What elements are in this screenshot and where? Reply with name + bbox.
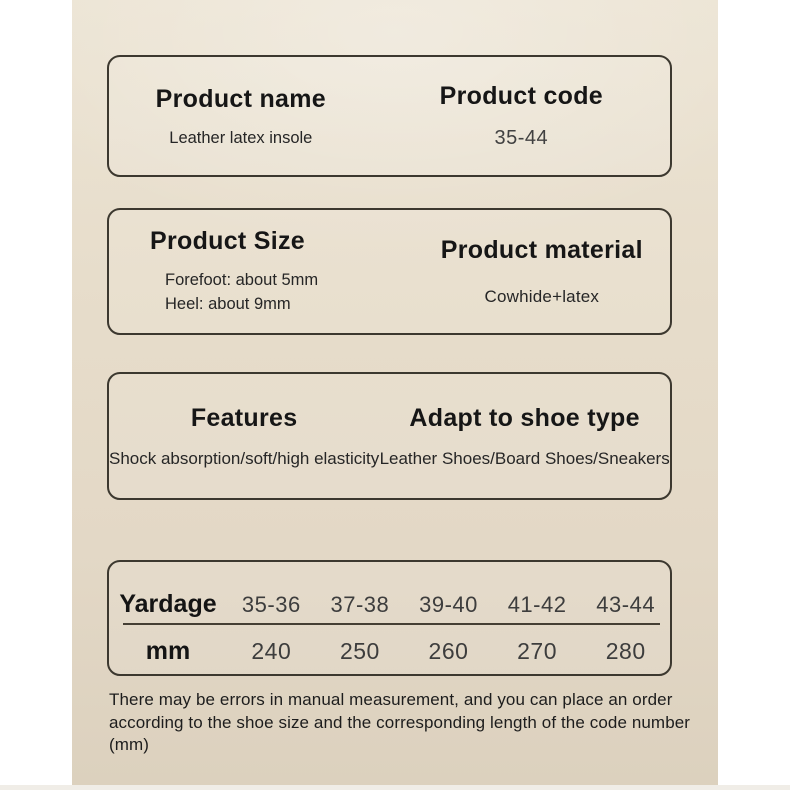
- features-shoetype-box: [107, 372, 672, 500]
- product-size-values: [165, 268, 318, 316]
- product-code-heading: Product code: [439, 82, 603, 110]
- size-cell: 41-42: [507, 592, 567, 617]
- size-cell: 35-36: [241, 592, 301, 617]
- features-value: Shock absorption/soft/high elasticity: [109, 448, 380, 468]
- features-heading: Features: [190, 403, 298, 432]
- product-name-column: [109, 57, 373, 175]
- product-size-heading: Product Size: [150, 227, 306, 255]
- size-cell: 39-40: [419, 592, 478, 617]
- product-size-column: [109, 210, 414, 333]
- product-size-material-box: [107, 208, 672, 335]
- length-cell: 260: [428, 637, 469, 664]
- yardage-label: Yardage: [119, 590, 217, 618]
- product-name-heading: Product name: [155, 84, 326, 113]
- length-cell: 270: [517, 637, 558, 664]
- size-chart-mm-row: [109, 625, 670, 666]
- disclaimer-line-2: according to the shoe size and the corresponding length of the code number (mm): [109, 712, 691, 754]
- size-chart-header-row: [109, 562, 670, 619]
- product-material-heading: Product material: [440, 236, 643, 264]
- shoe-type-column: [379, 374, 670, 498]
- product-name-value: Leather latex insole: [169, 128, 313, 147]
- measurement-disclaimer: [109, 689, 714, 757]
- size-chart-box: [107, 560, 672, 676]
- shoe-type-heading: Adapt to shoe type: [409, 403, 640, 432]
- forefoot-thickness: Forefoot: about 5mm: [165, 271, 319, 289]
- length-cell: 250: [339, 637, 380, 664]
- bottom-edge-strip: [0, 785, 790, 790]
- product-code-value: 35-44: [494, 127, 549, 149]
- beige-backdrop: [72, 0, 718, 785]
- mm-label: mm: [145, 636, 191, 665]
- features-column: [109, 374, 379, 498]
- length-cell: 240: [251, 637, 292, 664]
- shoe-type-value: Leather Shoes/Board Shoes/Sneakers: [379, 448, 670, 468]
- product-name-code-box: [107, 55, 672, 177]
- length-cell: 280: [605, 637, 646, 664]
- product-code-column: [373, 57, 670, 175]
- product-material-column: [414, 210, 670, 333]
- heel-thickness: Heel: about 9mm: [165, 295, 291, 313]
- disclaimer-line-1: There may be errors in manual measurement, and you can place an order: [109, 690, 673, 709]
- size-cell: 43-44: [596, 592, 656, 617]
- size-cell: 37-38: [330, 592, 390, 617]
- product-material-value: Cowhide+latex: [484, 287, 600, 306]
